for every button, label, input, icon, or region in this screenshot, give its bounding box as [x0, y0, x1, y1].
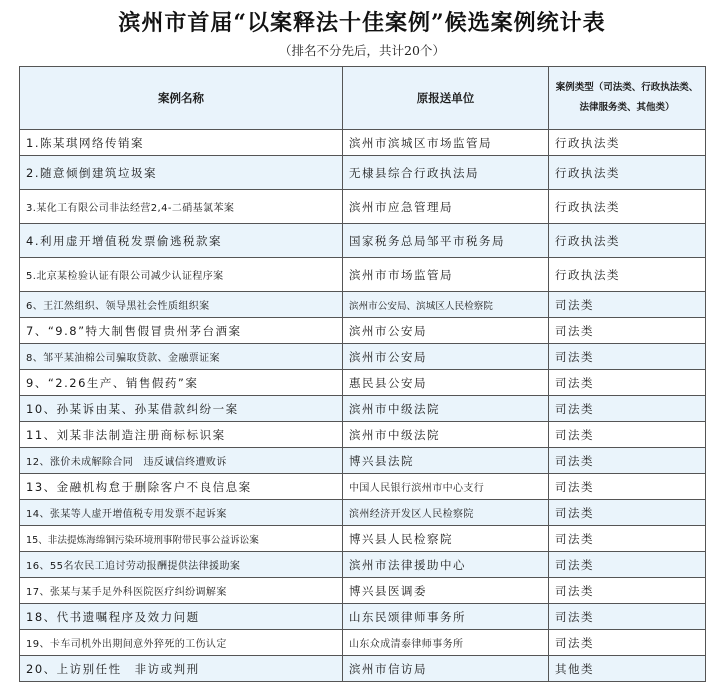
case-name-cell: 19、卡车司机外出期间意外猝死的工伤认定 [20, 630, 343, 656]
case-statistics-table [19, 66, 706, 682]
case-name-cell: 4.利用虚开增值税发票偷逃税款案 [20, 224, 343, 258]
type-cell: 司法类 [549, 578, 706, 604]
table-header-row [20, 67, 706, 130]
unit-cell: 滨州市法律援助中心 [343, 552, 549, 578]
type-cell: 司法类 [549, 552, 706, 578]
case-name-cell: 13、金融机构怠于删除客户不良信息案 [20, 474, 343, 500]
type-cell: 行政执法类 [549, 258, 706, 292]
page-title: 滨州市首届“以案释法十佳案例”候选案例统计表 [118, 10, 606, 36]
unit-cell: 滨州市市场监管局 [343, 258, 549, 292]
unit-cell: 博兴县医调委 [343, 578, 549, 604]
table-row [20, 448, 706, 474]
case-name-cell: 12、涨价未成解除合同 违反诚信终遭败诉 [20, 448, 343, 474]
table-row [20, 656, 706, 682]
type-cell: 司法类 [549, 318, 706, 344]
case-name-cell: 20、上访别任性 非访或判刑 [20, 656, 343, 682]
unit-cell: 博兴县法院 [343, 448, 549, 474]
case-name-cell: 18、代书遗嘱程序及效力问题 [20, 604, 343, 630]
table-row [20, 422, 706, 448]
unit-cell: 滨州经济开发区人民检察院 [343, 500, 549, 526]
type-cell: 司法类 [549, 422, 706, 448]
case-name-cell: 6、王江然组织、领导黑社会性质组织案 [20, 292, 343, 318]
unit-cell: 滨州市公安局、滨城区人民检察院 [343, 292, 549, 318]
unit-cell: 惠民县公安局 [343, 370, 549, 396]
type-cell: 行政执法类 [549, 156, 706, 190]
table-row [20, 190, 706, 224]
type-cell: 司法类 [549, 500, 706, 526]
type-cell: 司法类 [549, 344, 706, 370]
header-case-name: 案例名称 [20, 67, 343, 130]
unit-cell: 滨州市公安局 [343, 318, 549, 344]
case-name-cell: 11、刘某非法制造注册商标标识案 [20, 422, 343, 448]
header-case-type-line2: 法律服务类、其他类） [579, 102, 675, 113]
case-name-cell: 14、张某等人虚开增值税专用发票不起诉案 [20, 500, 343, 526]
unit-cell: 中国人民银行滨州市中心支行 [343, 474, 549, 500]
table-row [20, 578, 706, 604]
case-name-cell: 5.北京某检验认证有限公司减少认证程序案 [20, 258, 343, 292]
unit-cell: 博兴县人民检察院 [343, 526, 549, 552]
unit-cell: 滨州市信访局 [343, 656, 549, 682]
table-row [20, 370, 706, 396]
table-row [20, 604, 706, 630]
table-row [20, 396, 706, 422]
table-row [20, 258, 706, 292]
table-row [20, 318, 706, 344]
case-name-cell: 16、55名农民工追讨劳动报酬提供法律援助案 [20, 552, 343, 578]
unit-cell: 国家税务总局邹平市税务局 [343, 224, 549, 258]
table-row [20, 630, 706, 656]
table-row [20, 224, 706, 258]
unit-cell: 滨州市中级法院 [343, 396, 549, 422]
unit-cell: 滨州市应急管理局 [343, 190, 549, 224]
case-name-cell: 7、“9.8”特大制售假冒贵州茅台酒案 [20, 318, 343, 344]
unit-cell: 山东众成清泰律师事务所 [343, 630, 549, 656]
type-cell: 行政执法类 [549, 130, 706, 156]
case-name-cell: 8、邹平某油棉公司骗取贷款、金融票证案 [20, 344, 343, 370]
table-row [20, 344, 706, 370]
case-name-cell: 15、非法提炼海绵铜污染环境刑事附带民事公益诉讼案 [20, 526, 343, 552]
header-case-type [549, 67, 706, 130]
table-row [20, 292, 706, 318]
type-cell: 行政执法类 [549, 190, 706, 224]
type-cell: 司法类 [549, 370, 706, 396]
table-row [20, 552, 706, 578]
case-name-cell: 2.随意倾倒建筑垃圾案 [20, 156, 343, 190]
type-cell: 司法类 [549, 630, 706, 656]
case-name-cell: 3.某化工有限公司非法经营2,4-二硝基氯苯案 [20, 190, 343, 224]
table-row [20, 526, 706, 552]
case-name-cell: 1.陈某琪网络传销案 [20, 130, 343, 156]
type-cell: 司法类 [549, 292, 706, 318]
unit-cell: 滨州市中级法院 [343, 422, 549, 448]
table-row [20, 156, 706, 190]
type-cell: 司法类 [549, 526, 706, 552]
table-row [20, 474, 706, 500]
unit-cell: 滨州市滨城区市场监管局 [343, 130, 549, 156]
type-cell: 司法类 [549, 396, 706, 422]
type-cell: 司法类 [549, 448, 706, 474]
type-cell: 行政执法类 [549, 224, 706, 258]
case-name-cell: 17、张某与某手足外科医院医疗纠纷调解案 [20, 578, 343, 604]
type-cell: 司法类 [549, 474, 706, 500]
case-name-cell: 10、孙某诉由某、孙某借款纠纷一案 [20, 396, 343, 422]
unit-cell: 山东民颂律师事务所 [343, 604, 549, 630]
unit-cell: 无棣县综合行政执法局 [343, 156, 549, 190]
page-subtitle: （排名不分先后，共计20个） [279, 43, 445, 58]
header-submitting-unit: 原报送单位 [343, 67, 549, 130]
type-cell: 司法类 [549, 604, 706, 630]
case-name-cell: 9、“2.26生产、销售假药”案 [20, 370, 343, 396]
header-case-type-line1: 案例类型（司法类、行政执法类、 [555, 82, 699, 93]
type-cell: 其他类 [549, 656, 706, 682]
table-row [20, 500, 706, 526]
unit-cell: 滨州市公安局 [343, 344, 549, 370]
table-row [20, 130, 706, 156]
